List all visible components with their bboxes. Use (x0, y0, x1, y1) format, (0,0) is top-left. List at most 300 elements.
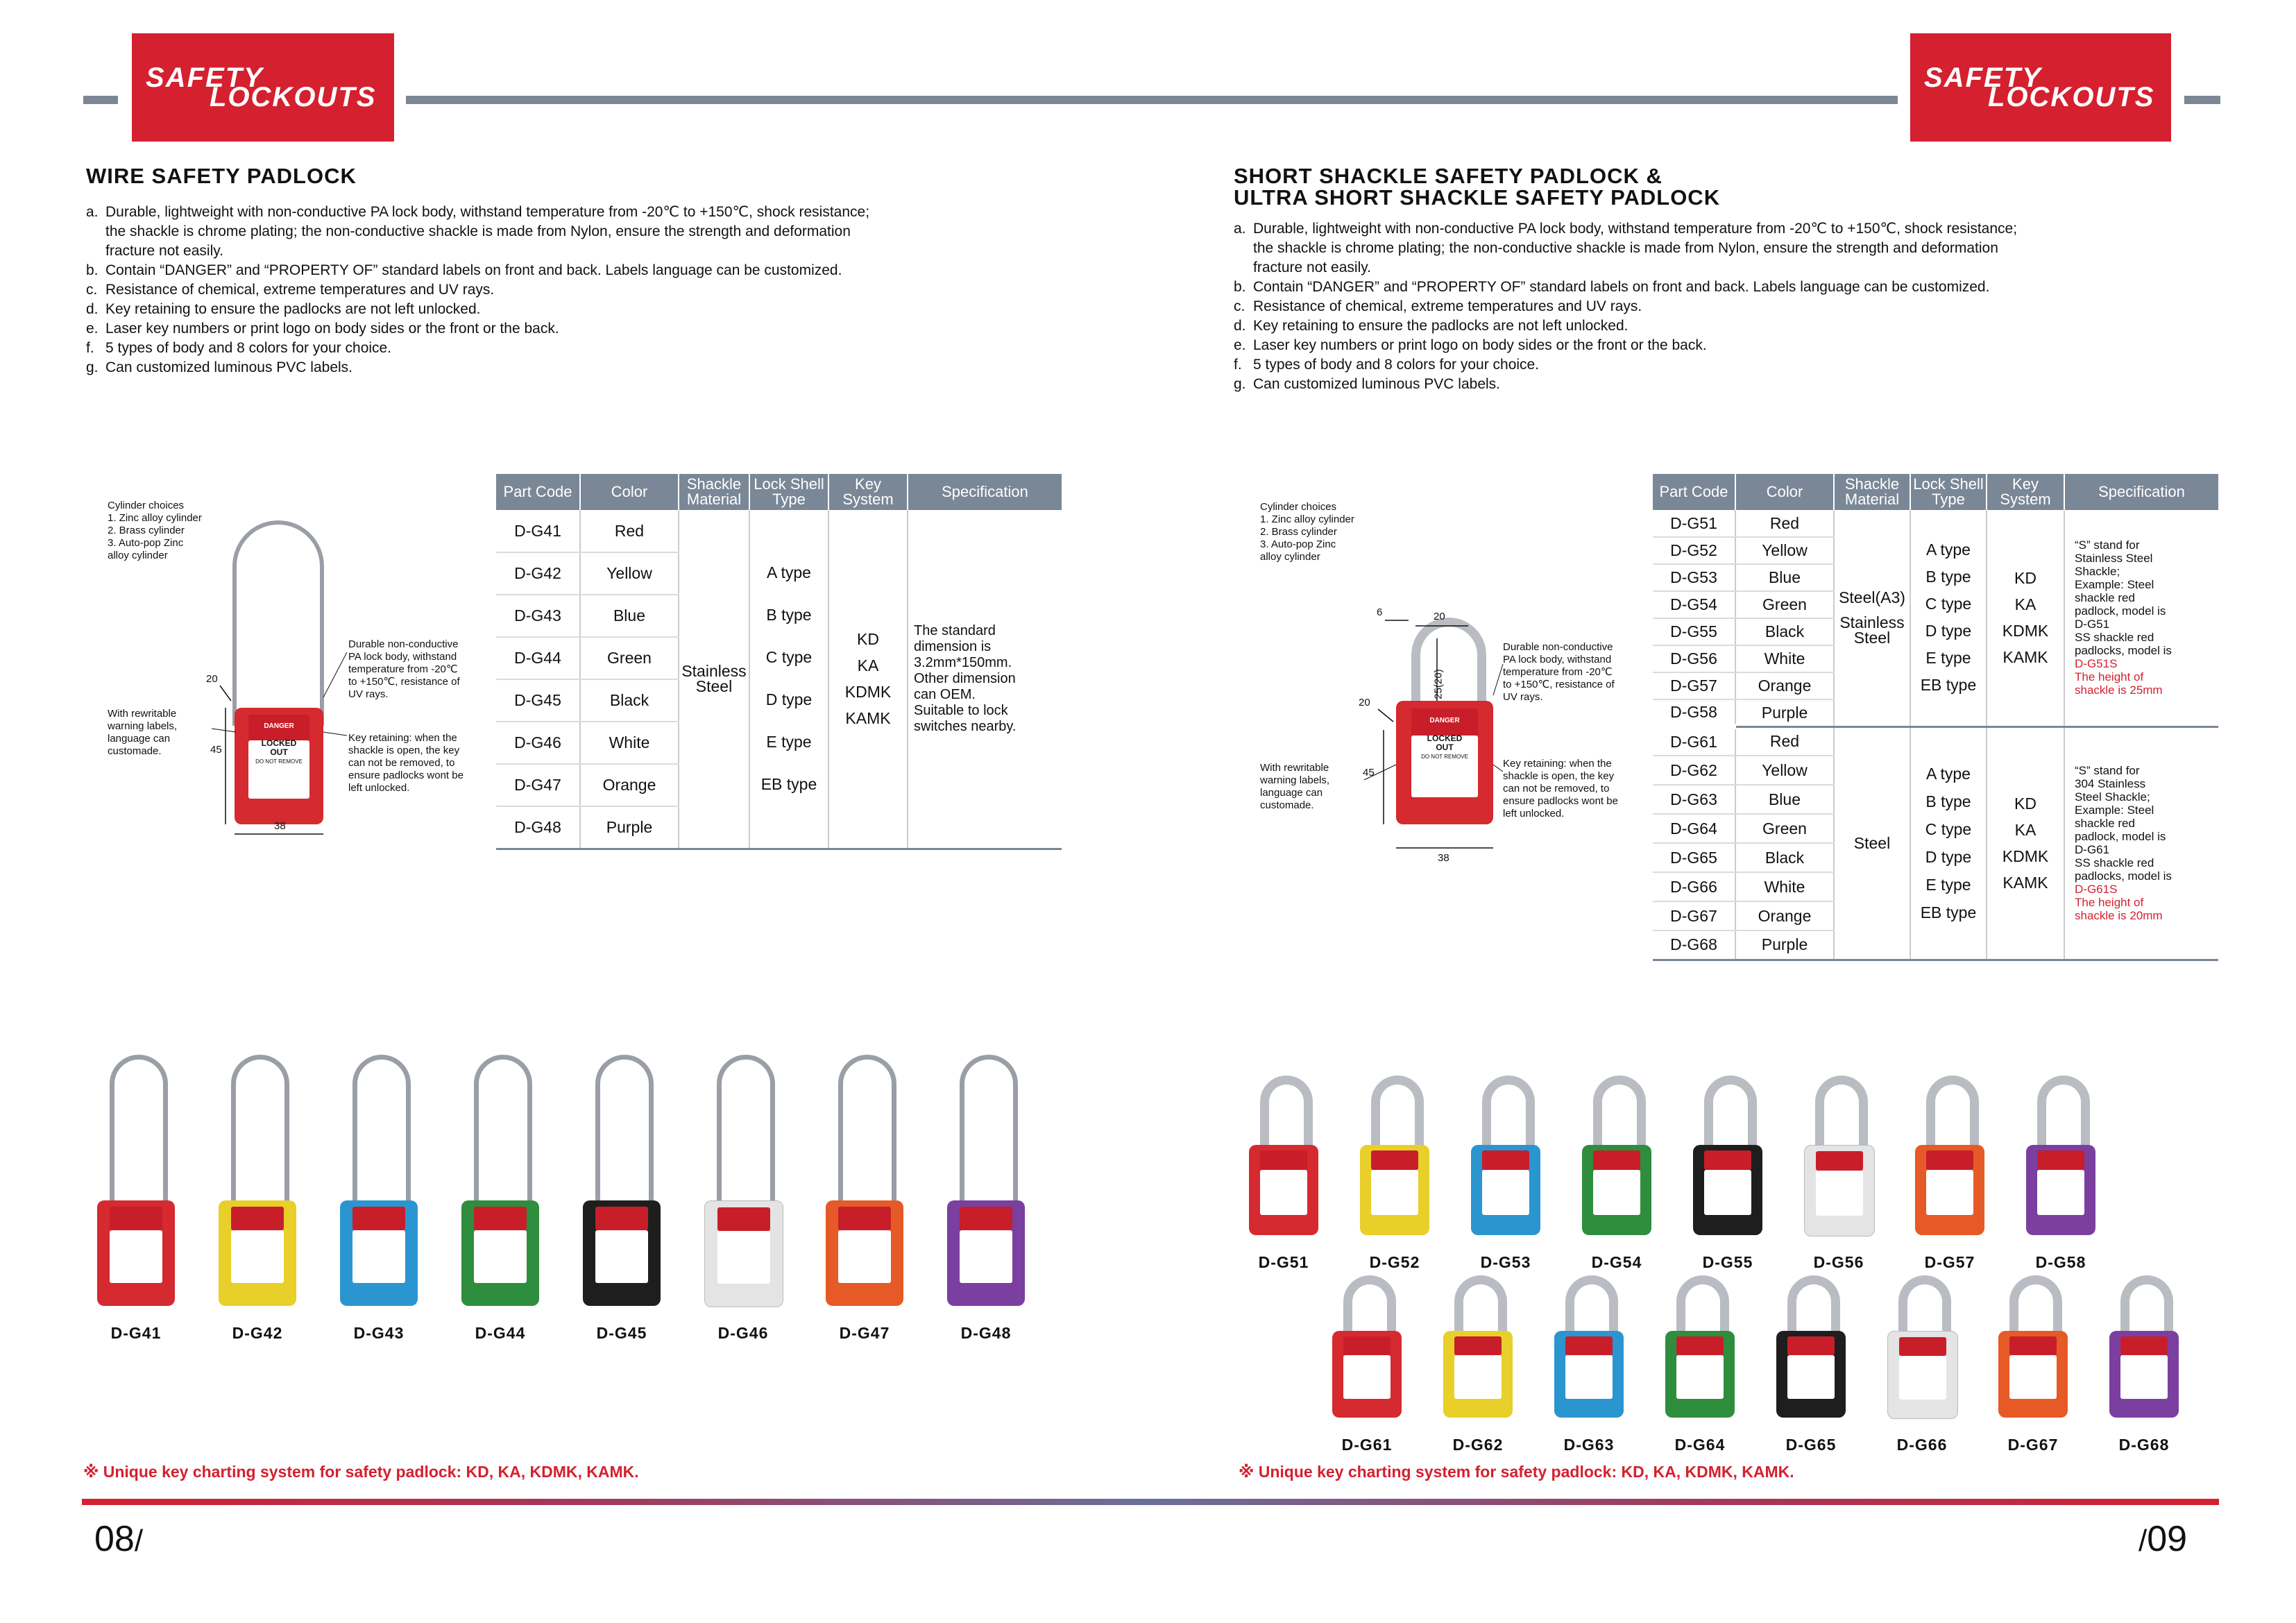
feature-key: a. (86, 204, 99, 220)
feature-text: 5 types of body and 8 colors for your choice. (1253, 357, 1540, 373)
lock-body-icon (1776, 1331, 1846, 1418)
note-line: can not be removed, to (348, 757, 455, 769)
lock-body-icon (1360, 1145, 1429, 1235)
spec-line: can OEM. (914, 686, 976, 702)
product-code: D-G68 (2118, 1436, 2170, 1454)
dim-20-side: 20 (1359, 697, 1370, 708)
right-spec-table (1653, 474, 2218, 961)
th-part-code: Part Code (1653, 474, 1735, 510)
feature-line (86, 280, 960, 300)
feature-text: Contain “DANGER” and “PROPERTY OF” standard labels on front and back. Labels language can be customized. (1253, 279, 1990, 295)
th-specification: Specification (2064, 474, 2218, 510)
note-line: alloy cylinder (108, 550, 168, 561)
steel-shackle-icon (2037, 1076, 2090, 1154)
product-code: D-G47 (839, 1324, 890, 1342)
product-lock (704, 1055, 796, 1346)
shell-type-cell (749, 510, 828, 849)
spec-line: Shackle; (2075, 565, 2120, 579)
dim-25: 25(20) (1432, 669, 1445, 699)
feature-line (1234, 316, 2136, 336)
shell-type: E type (1925, 649, 1971, 668)
feature-key: g. (1234, 376, 1246, 392)
key-system-cell (1987, 510, 2064, 726)
color-cell: Yellow (580, 552, 679, 595)
color-cell: White (580, 722, 679, 764)
product-code: D-G64 (1674, 1436, 1726, 1454)
material-line: Stainless (1839, 613, 1905, 632)
material-line: Steel(A3) (1839, 588, 1905, 607)
lock-body-icon (1915, 1145, 1984, 1235)
note-line: Key retaining: when the (1503, 758, 1612, 770)
spec-line: Stainless Steel (2075, 552, 2153, 566)
table-row (1653, 726, 2218, 756)
product-code: D-G58 (2035, 1253, 2086, 1271)
feature-line (86, 203, 960, 222)
shell-type: E type (766, 733, 812, 751)
feature-text: Key retaining to ensure the padlocks are not left unlocked. (105, 301, 481, 317)
shackle-material-cell (1834, 510, 1910, 726)
feature-key (86, 222, 105, 241)
feature-line (86, 300, 960, 319)
product-lock (947, 1055, 1039, 1346)
product-code: D-G46 (717, 1324, 769, 1342)
product-code: D-G55 (1702, 1253, 1753, 1271)
note-line: 3. Auto-pop Zinc (1260, 538, 1336, 550)
product-code: D-G48 (960, 1324, 1012, 1342)
spec-line-red: The height of (2075, 670, 2144, 684)
note-line: 3. Auto-pop Zinc (108, 537, 184, 549)
product-lock (1776, 1275, 1860, 1567)
key-system: KD (2014, 794, 2036, 813)
part-code: D-G56 (1653, 645, 1735, 672)
part-code: D-G42 (496, 552, 580, 595)
feature-text: Durable, lightweight with non-conductive PA lock body, withstand temperature from -20℃ to +150℃, shock resistance; (105, 204, 870, 220)
feature-text: Contain “DANGER” and “PROPERTY OF” standard labels on front and back. Labels language can be customized. (105, 262, 842, 278)
note-line: customade. (1260, 799, 1314, 811)
note-line: shackle is open, the key (1503, 770, 1615, 782)
th-shackle-material: Shackle Material (1834, 474, 1910, 510)
key-system: KAMK (845, 709, 891, 728)
dim-20: 20 (206, 673, 218, 685)
lock-body-icon (1332, 1331, 1402, 1418)
key-system: KDMK (2002, 622, 2049, 640)
product-lock (1998, 1275, 2082, 1567)
feature-key (1234, 239, 1253, 258)
part-code: D-G55 (1653, 618, 1735, 645)
spec-line-red: D-G61S (2075, 883, 2118, 896)
color-cell: Green (1735, 814, 1834, 843)
part-code: D-G43 (496, 595, 580, 637)
left-footnote: ※ Unique key charting system for safety padlock: KD, KA, KDMK, KAMK. (83, 1463, 639, 1481)
part-code: D-G45 (496, 679, 580, 722)
note-line: warning labels, (1260, 774, 1330, 786)
product-code: D-G44 (475, 1324, 526, 1342)
feature-line (1234, 239, 2136, 258)
part-code: D-G64 (1653, 814, 1735, 843)
feature-key: g. (86, 359, 99, 375)
key-system-cell (1987, 726, 2064, 960)
lock-body-icon (826, 1200, 903, 1306)
danger-text: DANGER (264, 722, 294, 730)
key-system: KAMK (2002, 874, 2048, 892)
color-cell: Red (1735, 510, 1834, 537)
color-cell: Orange (1735, 901, 1834, 931)
color-cell: Orange (580, 764, 679, 806)
feature-text: the shackle is chrome plating; the non-conductive shackle is made from Nylon, ensure the strength and deformation (1253, 240, 1998, 256)
note-line: alloy cylinder (1260, 551, 1320, 563)
feature-key: b. (86, 262, 99, 278)
note-line: ensure padlocks wont be (348, 770, 464, 781)
part-code: D-G57 (1653, 672, 1735, 699)
spec-line: padlock, model is (2075, 830, 2166, 843)
spec-line: padlock, model is (2075, 604, 2166, 618)
feature-key: e. (86, 321, 99, 337)
lock-body-icon (2109, 1331, 2179, 1418)
color-cell: Purple (1735, 699, 1834, 726)
table-row (496, 510, 1062, 552)
note-line: left unlocked. (1503, 808, 1565, 819)
product-lock (1443, 1275, 1527, 1567)
page-number-right: /09 (2138, 1519, 2188, 1559)
part-code: D-G67 (1653, 901, 1735, 931)
note-line: Cylinder choices (1260, 501, 1337, 513)
steel-shackle-icon (1593, 1076, 1646, 1154)
feature-text: Can customized luminous PVC labels. (105, 359, 352, 375)
feature-key: f. (1234, 357, 1242, 373)
note-line: 2. Brass cylinder (1260, 526, 1337, 538)
product-lock (340, 1055, 432, 1346)
color-cell: White (1735, 645, 1834, 672)
spec-line-red: shackle is 25mm (2075, 683, 2163, 697)
short-shackle-products-row1 (1249, 1076, 2144, 1271)
color-cell: Green (1735, 591, 1834, 618)
product-code: D-G56 (1813, 1253, 1864, 1271)
feature-line (1234, 219, 2136, 239)
dim-6: 6 (1377, 606, 1383, 618)
spec-s-note: “S” stand for (2075, 764, 2140, 777)
spec-line: Example: Steel (2075, 578, 2154, 592)
color-cell: Red (1735, 726, 1834, 756)
feature-line (86, 261, 960, 280)
key-system: KA (857, 656, 879, 675)
product-code: D-G66 (1896, 1436, 1948, 1454)
part-code: D-G44 (496, 637, 580, 679)
th-lock-shell-type: Lock Shell Type (1910, 474, 1987, 510)
key-system-cell (828, 510, 908, 849)
feature-line (1234, 336, 2136, 355)
lock-body-icon (1471, 1145, 1540, 1235)
th-color: Color (1735, 474, 1834, 510)
dim-20-top: 20 (1434, 611, 1445, 622)
product-code: D-G62 (1452, 1436, 1504, 1454)
feature-text: Laser key numbers or print logo on body sides or the front or the back. (105, 321, 559, 337)
dnr-text: DO NOT REMOVE (1421, 754, 1468, 760)
product-code: D-G41 (110, 1324, 162, 1342)
spec-line: Suitable to lock (914, 702, 1008, 718)
product-code: D-G57 (1924, 1253, 1975, 1271)
shell-type: A type (767, 563, 811, 582)
note-line: ensure padlocks wont be (1503, 795, 1618, 807)
lock-body-icon (1443, 1331, 1513, 1418)
product-lock (1554, 1275, 1638, 1567)
shell-type: D type (1925, 622, 1972, 640)
key-system: KA (2014, 821, 2036, 839)
dim-45: 45 (1363, 767, 1375, 779)
steel-shackle-icon (1815, 1076, 1868, 1154)
note-line: temperature from -20℃ (348, 663, 458, 675)
feature-key (86, 241, 105, 261)
lock-body-icon (1665, 1331, 1735, 1418)
spec-line: dimension is (914, 638, 992, 654)
banner-line2: LOCKOUTS (1988, 82, 2155, 112)
note-line: to +150℃, resistance of (1503, 679, 1615, 690)
feature-text: Durable, lightweight with non-conductive PA lock body, withstand temperature from -20℃ to +150℃, shock resistance; (1253, 221, 2018, 237)
part-code: D-G66 (1653, 872, 1735, 901)
spec-line: SS shackle red (2075, 631, 2154, 645)
wire-shackle-icon (960, 1055, 1018, 1212)
shell-type: D type (765, 690, 813, 709)
color-cell: Blue (1735, 564, 1834, 591)
banner-left (132, 33, 394, 142)
material-line: Steel (695, 677, 733, 696)
wire-lock-diagram (108, 500, 496, 847)
shell-type: EB type (1920, 903, 1977, 921)
right-title-line1: SHORT SHACKLE SAFETY PADLOCK & (1234, 164, 1663, 188)
page-number-left: 08/ (94, 1519, 144, 1559)
spec-cell (2064, 726, 2218, 960)
th-lock-shell-type: Lock Shell Type (749, 474, 828, 510)
part-code: D-G65 (1653, 843, 1735, 872)
product-code: D-G43 (353, 1324, 405, 1342)
note-line: UV rays. (348, 688, 389, 700)
spec-line: shackle red (2075, 817, 2135, 830)
dnr-text: DO NOT REMOVE (255, 758, 303, 765)
product-lock (1249, 1076, 1332, 1367)
material-line: Steel (1853, 629, 1891, 647)
note-line: customade. (108, 745, 162, 757)
note-line: can not be removed, to (1503, 783, 1610, 794)
th-color: Color (580, 474, 679, 510)
lock-body-icon (2026, 1145, 2095, 1235)
spec-line: 304 Stainless (2075, 777, 2146, 790)
lock-body-icon (1554, 1331, 1624, 1418)
wire-shackle-icon (352, 1055, 411, 1212)
wire-shackle-icon (838, 1055, 896, 1212)
danger-text: DANGER (1429, 717, 1460, 724)
feature-key: c. (86, 282, 98, 298)
feature-text: the shackle is chrome plating; the non-conductive shackle is made from Nylon, ensure the strength and deformation (105, 223, 851, 239)
shell-type: A type (1926, 541, 1971, 559)
key-system: KD (2014, 569, 2036, 588)
lock-body-icon (704, 1200, 783, 1307)
feature-line (1234, 375, 2136, 394)
product-lock (826, 1055, 917, 1346)
note-line: Durable non-conductive (1503, 641, 1613, 653)
banner-right (1910, 33, 2171, 142)
spec-line: SS shackle red (2075, 856, 2154, 869)
wire-lock-products (97, 1055, 1069, 1346)
product-lock (583, 1055, 674, 1346)
feature-key (1234, 258, 1253, 278)
spec-line: The standard (914, 622, 996, 638)
out-text: OUT (270, 747, 288, 757)
product-code: D-G67 (2007, 1436, 2059, 1454)
feature-text: Can customized luminous PVC labels. (1253, 376, 1500, 392)
part-code: D-G63 (1653, 785, 1735, 814)
steel-shackle-icon (1926, 1076, 1979, 1154)
th-part-code: Part Code (496, 474, 580, 510)
color-cell: Purple (1735, 931, 1834, 960)
feature-text: Key retaining to ensure the padlocks are not left unlocked. (1253, 318, 1629, 334)
material-line: Stainless (681, 662, 747, 681)
note-line: With rewritable (1260, 762, 1329, 774)
spec-line: Example: Steel (2075, 804, 2154, 817)
color-cell: Purple (580, 806, 679, 849)
lock-body-icon (1998, 1331, 2068, 1418)
shell-type-cell (1910, 726, 1987, 960)
dim-38: 38 (1438, 852, 1449, 864)
spec-line: D-G51 (2075, 618, 2110, 631)
dim-45: 45 (210, 744, 222, 756)
color-cell: Black (1735, 618, 1834, 645)
left-features (86, 203, 960, 377)
spec-line: D-G61 (2075, 843, 2110, 856)
product-code: D-G52 (1369, 1253, 1420, 1271)
th-key-system: Key System (1987, 474, 2064, 510)
color-cell: Yellow (1735, 756, 1834, 785)
feature-line (1234, 258, 2136, 278)
note-line: warning labels, (108, 720, 178, 732)
feature-line (1234, 355, 2136, 375)
feature-key: a. (1234, 221, 1246, 237)
lock-body-icon (461, 1200, 539, 1306)
shell-type: C type (1925, 595, 1972, 613)
th-shackle-material: Shackle Material (679, 474, 749, 510)
note-line: 1. Zinc alloy cylinder (108, 512, 202, 524)
product-code: D-G54 (1591, 1253, 1642, 1271)
note-line: With rewritable (108, 708, 177, 720)
banner-line2: LOCKOUTS (210, 82, 377, 112)
note-line: Key retaining: when the (348, 732, 457, 744)
spec-s-note: “S” stand for (2075, 538, 2140, 552)
product-lock (1332, 1275, 1415, 1567)
dim-38: 38 (274, 820, 286, 832)
lock-body-icon (1887, 1331, 1958, 1419)
shell-type: B type (1925, 568, 1971, 586)
left-spec-table (496, 474, 1062, 850)
part-code: D-G62 (1653, 756, 1735, 785)
dimension-lines (108, 500, 496, 847)
product-code: D-G42 (232, 1324, 283, 1342)
part-code: D-G48 (496, 806, 580, 849)
wire-shackle-icon (110, 1055, 168, 1212)
feature-text: Resistance of chemical, extreme temperatures and UV rays. (1253, 298, 1642, 314)
spec-cell (908, 510, 1062, 849)
th-key-system: Key System (828, 474, 908, 510)
part-code: D-G61 (1653, 726, 1735, 756)
banner-line1: SAFETY (146, 62, 264, 93)
product-code: D-G51 (1258, 1253, 1309, 1271)
spec-line: Other dimension (914, 670, 1016, 686)
part-code: D-G52 (1653, 537, 1735, 564)
ultra-short-products-row2 (1332, 1275, 2227, 1454)
spec-line-red: D-G51S (2075, 657, 2118, 671)
product-lock (97, 1055, 189, 1346)
feature-key: d. (1234, 318, 1246, 334)
wire-shackle-icon (474, 1055, 532, 1212)
lock-body-icon (1249, 1145, 1318, 1235)
th-specification: Specification (908, 474, 1062, 510)
feature-line (1234, 297, 2136, 316)
spec-cell (2064, 510, 2218, 726)
out-text: OUT (1436, 742, 1454, 752)
key-system: KDMK (2002, 847, 2049, 865)
product-code: D-G61 (1341, 1436, 1393, 1454)
header-bar-right-stub (2184, 96, 2220, 104)
key-system: KDMK (844, 683, 892, 702)
right-footnote: ※ Unique key charting system for safety padlock: KD, KA, KDMK, KAMK. (1239, 1463, 1794, 1481)
steel-shackle-icon (1482, 1076, 1535, 1154)
feature-text: 5 types of body and 8 colors for your choice. (105, 340, 392, 356)
color-cell: Black (1735, 843, 1834, 872)
part-code: D-G51 (1653, 510, 1735, 537)
color-cell: Green (580, 637, 679, 679)
part-code: D-G53 (1653, 564, 1735, 591)
dimension-lines (1260, 501, 1649, 876)
part-code: D-G54 (1653, 591, 1735, 618)
header-bar-left-stub (83, 96, 118, 104)
feature-text: Resistance of chemical, extreme temperatures and UV rays. (105, 282, 495, 298)
feature-key: c. (1234, 298, 1245, 314)
feature-text: Laser key numbers or print logo on body sides or the front or the back. (1253, 337, 1707, 353)
shell-type: B type (766, 606, 812, 624)
lock-body-icon (583, 1200, 661, 1306)
color-cell: Black (580, 679, 679, 722)
key-system: KAMK (2002, 648, 2048, 667)
part-code: D-G41 (496, 510, 580, 552)
color-cell: Blue (580, 595, 679, 637)
product-code: D-G65 (1785, 1436, 1837, 1454)
feature-line (86, 241, 960, 261)
wire-shackle-icon (595, 1055, 654, 1212)
feature-line (86, 358, 960, 377)
steel-shackle-icon (1371, 1076, 1424, 1154)
shackle-material-cell (679, 510, 749, 849)
key-system: KA (2014, 595, 2036, 614)
feature-key: f. (86, 340, 94, 356)
feature-line (86, 222, 960, 241)
product-lock (1665, 1275, 1749, 1567)
material-line: Steel (1853, 834, 1891, 852)
part-code: D-G58 (1653, 699, 1735, 726)
wire-shackle-icon (717, 1055, 775, 1212)
note-line: left unlocked. (348, 782, 410, 794)
short-shackle-diagram (1260, 501, 1649, 876)
part-code: D-G46 (496, 722, 580, 764)
lock-body-icon (947, 1200, 1025, 1306)
shell-type: E type (1925, 876, 1971, 894)
feature-text: fracture not easily. (1253, 260, 1372, 275)
page-09: 09 (2147, 1519, 2188, 1559)
lock-body-icon (219, 1200, 296, 1306)
product-code: D-G63 (1563, 1436, 1615, 1454)
steel-shackle-icon (1260, 1076, 1313, 1154)
shell-type: B type (1925, 792, 1971, 810)
product-lock (1887, 1275, 1971, 1567)
lock-body-icon (1693, 1145, 1762, 1235)
lock-body-icon (1582, 1145, 1651, 1235)
spec-line: 3.2mm*150mm. (914, 654, 1012, 670)
